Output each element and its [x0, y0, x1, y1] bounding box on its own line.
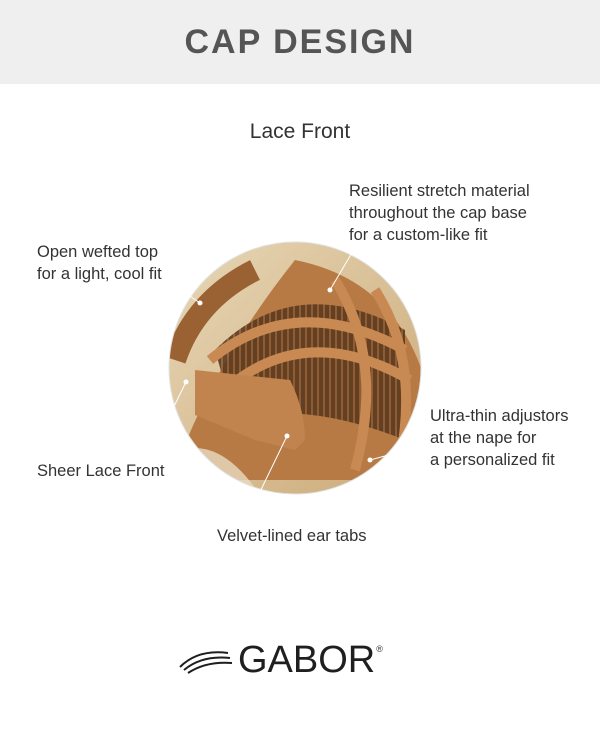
gabor-swoosh-icon	[178, 645, 234, 675]
callout-open-wefted-top: Open wefted top for a light, cool fit	[37, 243, 162, 283]
callout-stretch-material: Resilient stretch material throughout the cap base for a custom-like fit	[349, 182, 530, 244]
callout-sheer-lace-front: Sheer Lace Front	[37, 462, 165, 480]
gabor-logo	[178, 640, 383, 680]
cap-type-subtitle: Lace Front	[249, 120, 351, 143]
page-title: CAP DESIGN	[184, 22, 416, 61]
callout-ultra-thin-adjustors: Ultra-thin adjustors at the nape for a personalized fit	[430, 407, 569, 469]
registered-mark: ®	[376, 644, 383, 654]
callout-velvet-ear-tabs: Velvet-lined ear tabs	[217, 527, 367, 545]
header-band	[0, 0, 600, 84]
cap-illustration	[155, 240, 435, 520]
logo-wordmark: GABOR	[238, 639, 376, 681]
